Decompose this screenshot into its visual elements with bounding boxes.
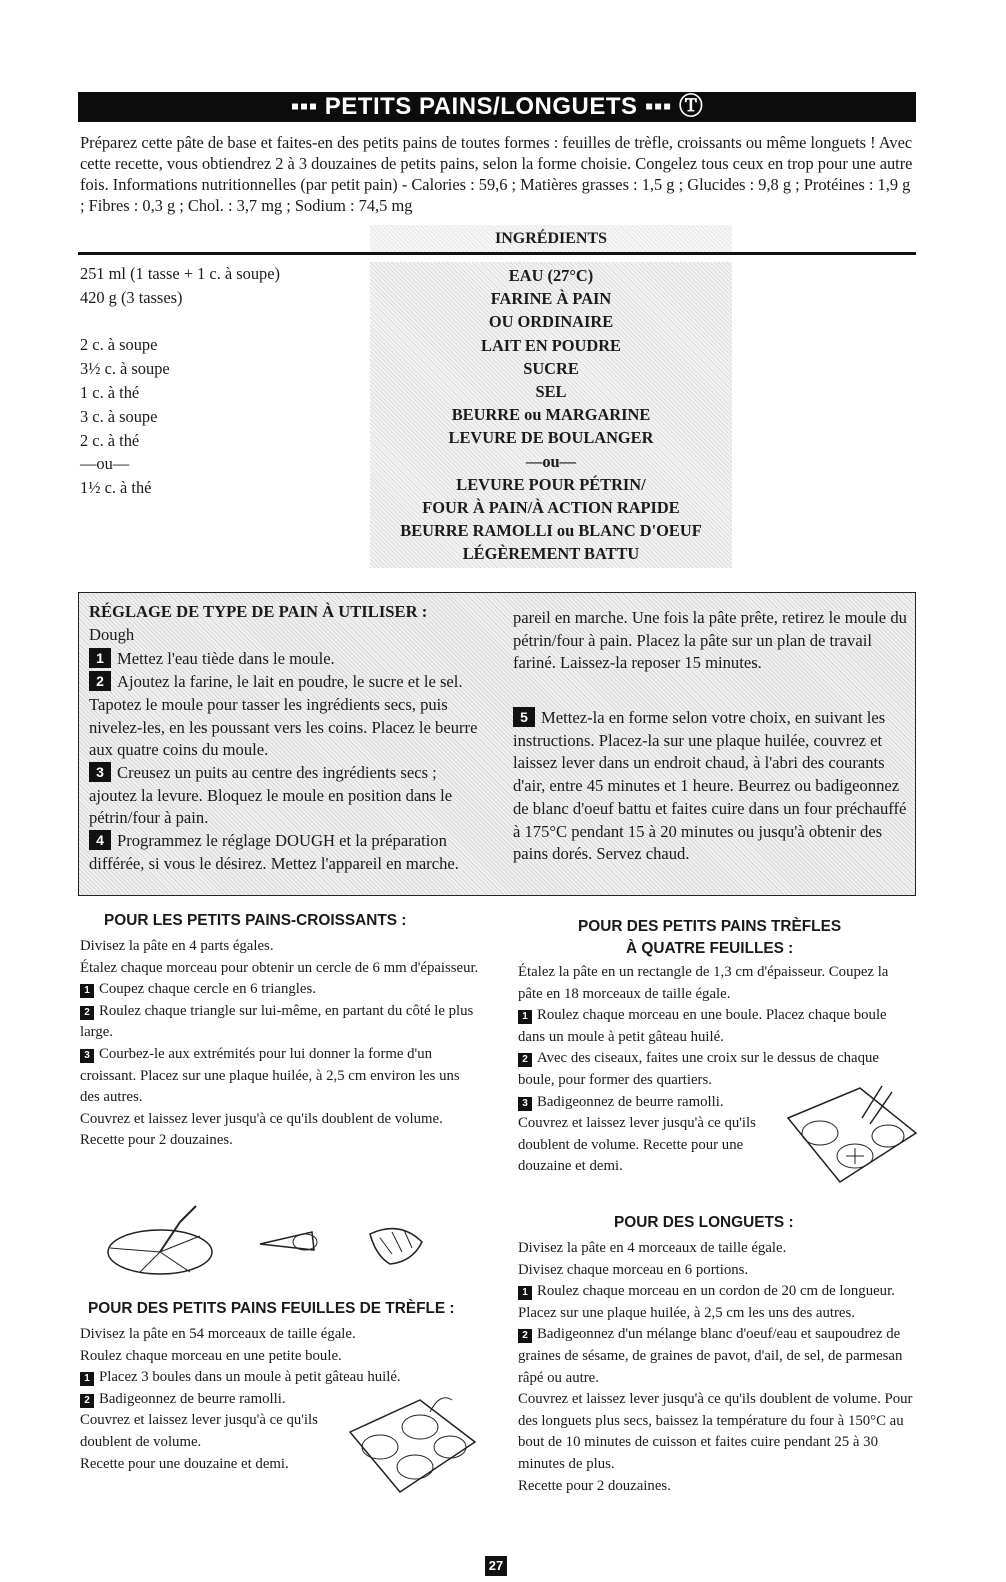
quantity-item: 251 ml (1 tasse + 1 c. à soupe) [80,264,280,283]
ingredient-name: SUCRE [523,358,579,378]
step-number: 1 [89,648,111,668]
step-4-continued: pareil en marche. Une fois la pâte prête, retirez le moule du pétrin/four à pain. Placez la pâte sur un plan de travail fariné. Laissez-la reposer 15 minutes. [513,608,907,673]
croissants-text: Divisez la pâte en 4 parts égales. Étalez chaque morceau pour obtenir un cercle de 6 mm d'épaisseur. 1 Coupez chaque cercle en 6 triangles. 2 Roulez chaque triangle sur lui-même, en partant du côté le plus large. 3 Courbez-le aux extrémités pour lui donner la forme d'un croissant. Placez sur une plaque huilée, à 2,5 cm environ les uns des autres. Couvrez et laissez lever jusqu'à ce qu'ils doublent de volume. Recette pour 2 douzaines. [80,938,479,1149]
setting-left-column [89,601,481,875]
page-number: 27 [485,1556,507,1576]
quantity-item: 2 c. à thé [80,430,140,450]
ingredient-name: FARINE À PAIN [490,289,612,309]
quantity-item: 1½ c. à thé [80,478,152,498]
page-title: ▪▪▪ PETITS PAINS/LONGUETS ▪▪▪ Ⓣ [78,92,916,122]
step-number: 5 [513,707,535,727]
longuets-heading: POUR DES LONGUETS : [614,1214,794,1231]
step-3: 3 Creusez un puits au centre des ingrédients secs ; ajoutez la levure. Bloquez le moule en position dans le pétrin/four à pain. [89,762,453,828]
bread-setting-box [78,592,916,896]
ingredient-name: FOUR À PAIN/À ACTION RAPIDE [422,498,680,518]
step-number: 2 [89,671,111,691]
feuilles-heading: POUR DES PETITS PAINS FEUILLES DE TRÈFLE : [88,1300,455,1317]
trefles-heading-line2: À QUATRE FEUILLES : [626,940,794,957]
ingredients-divider [78,252,916,255]
setting-right-column [513,607,909,866]
ingredient-name: EAU (27°C) [508,266,594,285]
ingredient-quantities [80,262,280,500]
quantity-item: 1 c. à thé [80,382,140,402]
ingredient-name: BEURRE ou MARGARINE [451,405,651,425]
croissant-shaping-illustration [100,1202,440,1282]
ingredient-name: SEL [535,382,567,402]
ingredient-names [370,262,732,568]
quantity-item: 3½ c. à soupe [80,359,170,379]
longuets-text: Divisez la pâte en 4 morceaux de taille égale. Divisez chaque morceau en 6 portions. 1 Roulez chaque morceau en un cordon de 20 cm de longueur. Placez sur une plaque huilée, à 2,5 cm les uns des autres. 2 Badigeonnez d'un mélange blanc d'oeuf/eau et saupoudrez de graines de sésame, de graines de pavot, d'ail, de sel, de parmesan râpé ou autre. Couvrez et laissez lever jusqu'à ce qu'ils doublent de volume. Pour des longuets plus secs, baissez la température du four à 150°C au bout de 10 minutes de cuisson et faites cuire pendant 25 à 30 minutes de plus. Recette pour 2 douzaines. [518,1240,913,1494]
quantity-item: 420 g (3 tasses) [80,287,183,307]
setting-heading: RÉGLAGE DE TYPE DE PAIN À UTILISER : [89,602,428,621]
trefles-heading: POUR DES PETITS PAINS TRÈFLES [578,918,842,935]
ingredient-name: LEVURE POUR PÉTRIN/ [456,474,646,494]
quantity-item: 2 c. à soupe [80,335,158,355]
step-1: 1 Mettez l'eau tiède dans le moule. [89,648,481,671]
quantity-item: 3 c. à soupe [80,406,158,426]
ingredient-name: LEVURE DE BOULANGER [448,428,654,448]
ingredient-name: —ou— [525,451,577,471]
step-number: 4 [89,830,111,850]
ingredient-name: OU ORDINAIRE [488,312,614,332]
four-leaf-pan-illustration [780,1078,920,1188]
step-5: 5 Mettez-la en forme selon votre choix, en suivant les instructions. Placez-la sur une plaque huilée, couvrez et laissez lever dans un endroit chaud, à l'abri des courants d'air, entre 45 minutes et 1 heure. Beurrez ou badigeonnez de blanc d'oeuf battu et faites cuire dans un four préchauffé à 175°C pendant 15 à 20 minutes ou jusqu'à obtenir des pains dorés. Servez chaud. [513,708,907,864]
croissants-heading: POUR LES PETITS PAINS-CROISSANTS : [104,912,407,929]
ingredient-name: LAIT EN POUDRE [481,335,621,355]
clover-pan-illustration [340,1392,480,1504]
ingredients-heading: INGRÉDIENTS [370,225,732,252]
step-number: 3 [89,762,111,782]
step-2: 2 Ajoutez la farine, le lait en poudre, le sucre et le sel. Tapotez le moule pour tasser les ingrédients secs, puis nivelez-les, en les poussant vers les coins. Placez le beurre aux quatre coins du moule. [89,672,478,760]
step-4: 4 Programmez le réglage DOUGH et la préparation différée, si vous le désirez. Mettez l'appareil en marche. [89,831,459,873]
feuilles-text: Divisez la pâte en 54 morceaux de taille égale. Roulez chaque morceau en une petite boule. 1 Placez 3 boules dans un moule à petit gâteau huilé. 2 Badigeonnez de beurre ramolli. Couvrez et laissez lever jusqu'à ce qu'ils doublent de volume. Recette pour une douzaine et demi. [80,1326,401,1472]
quantity-item [80,310,280,334]
intro-paragraph: Préparez cette pâte de base et faites-en des petits pains de toutes formes : feuilles de trèfle, croissants ou même longuets ! Avec cette recette, vous obtiendrez 2 à 3 douzaines de petits pains, selon la forme choisie. Congelez tous ceux en trop pour une autre fois. Informations nutritionnelles (par petit pain) - Calories : 59,6 ; Matières grasses : 1,5 g ; Glucides : 9,8 g ; Protéines : 1,9 g ; Fibres : 0,3 g ; Chol. : 3,7 mg ; Sodium : 74,5 mg [80,133,913,215]
quantity-item: —ou— [80,454,130,474]
ingredient-name: BEURRE RAMOLLI ou BLANC D'OEUF [400,521,702,541]
trefles-text: Étalez la pâte en un rectangle de 1,3 cm d'épaisseur. Coupez la pâte en 18 morceaux de taille égale. 1 Roulez chaque morceau en une boule. Placez chaque boule dans un moule à petit gâteau huilé. 2 Avec des ciseaux, faites une croix sur le dessus de chaque boule, pour former des quartiers. 3 Badigeonnez de beurre ramolli. Couvrez et laissez lever jusqu'à ce qu'ils doublent de volume. Recette pour une douzaine et demi. [518,964,889,1175]
ingredient-name: LÉGÈREMENT BATTU [462,544,640,564]
setting-type: Dough [89,624,135,644]
